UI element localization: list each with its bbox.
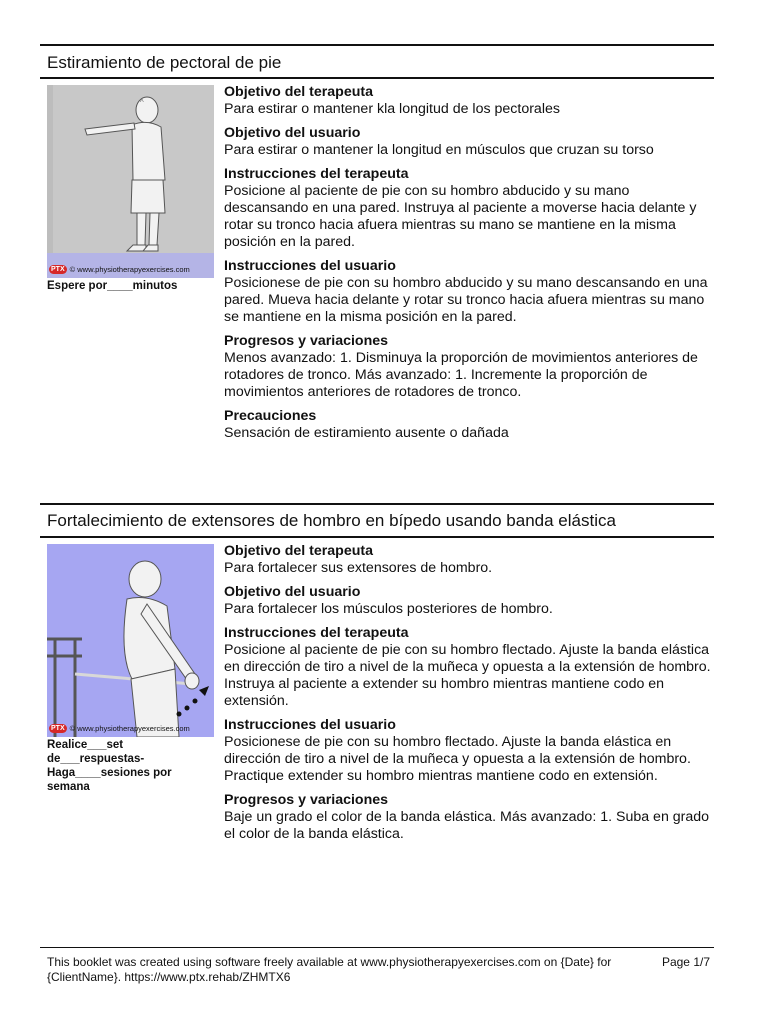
exercise-1-content xyxy=(224,84,714,449)
ptx-logo-icon: PTX xyxy=(51,724,65,732)
exercise-1-top-rule xyxy=(40,44,714,46)
footer-rule xyxy=(40,947,714,948)
section-body: Menos avanzado: 1. Disminuya la proporción de movimientos anteriores de rotadores de tronco. Más avanzado: 1. Incremente la proporción de movimientos anteriores de rotadores de tronco. xyxy=(224,350,698,400)
exercise-2-section xyxy=(224,792,714,843)
footer-text: This booklet was created using software freely available at www.physiotherapyexercises.com on {Date} for {ClientName}. https://www.ptx.rehab/ZHMTX6 xyxy=(47,955,612,984)
section-heading: Instrucciones del usuario xyxy=(224,258,396,274)
section-heading: Objetivo del terapeuta xyxy=(224,84,374,100)
exercise-1-title-rule xyxy=(40,77,714,79)
page-number: Page 1/7 xyxy=(661,955,710,969)
exercise-2-section xyxy=(224,717,714,785)
section-heading: Objetivo del usuario xyxy=(224,584,361,600)
exercise-1-image-caption-bar xyxy=(47,261,214,277)
section-body: Posicione al paciente de pie con su hombro abducido y su mano descansando en una pared. Instruya al paciente a moverse hacia delante y rotar su tronco hacia afuera mientras su mano se mantiene en la misma posición en la pared. xyxy=(224,183,697,250)
exercise-1-title: Estiramiento de pectoral de pie xyxy=(47,53,282,72)
section-body: Sensación de estiramiento ausente o dañada xyxy=(224,425,509,441)
section-body: Para fortalecer sus extensores de hombro. xyxy=(224,560,493,576)
exercise-2-title: Fortalecimiento de extensores de hombro en bípedo usando banda elástica xyxy=(47,511,616,530)
exercise-2-section xyxy=(224,584,714,618)
section-heading: Instrucciones del terapeuta xyxy=(224,625,409,641)
section-heading: Instrucciones del terapeuta xyxy=(224,166,409,182)
exercise-1-section xyxy=(224,125,714,159)
exercise-1-section xyxy=(224,408,714,442)
exercise-2-image-caption: © www.physiotherapyexercises.com xyxy=(69,723,190,733)
exercise-1-section xyxy=(224,166,714,251)
ptx-logo-icon: PTX xyxy=(51,265,65,273)
section-heading: Precauciones xyxy=(224,408,317,424)
exercise-2-image xyxy=(47,544,214,737)
exercise-1-section xyxy=(224,84,714,118)
exercise-2-title-rule xyxy=(40,536,714,538)
section-heading: Instrucciones del usuario xyxy=(224,717,396,733)
exercise-1-section xyxy=(224,333,714,401)
exercise-1-image-caption: © www.physiotherapyexercises.com xyxy=(69,264,190,274)
exercise-2-top-rule xyxy=(40,503,714,505)
section-body: Posicionese de pie con su hombro flectado. Ajuste la banda elástica en dirección de tiro a nivel de la muñeca y opuesta a la extensión de hombro. Practique extender su hombro mientras mantiene codo en extensión. xyxy=(224,734,691,784)
section-heading: Objetivo del terapeuta xyxy=(224,543,374,559)
exercise-1-section xyxy=(224,258,714,326)
section-body: Para fortalecer los músculos posteriores de hombro. xyxy=(224,601,553,617)
exercise-2-wait-text: Realice___set de___respuestas- Haga____sesiones por semana xyxy=(47,739,172,793)
section-heading: Progresos y variaciones xyxy=(224,792,389,808)
section-body: Para estirar o mantener la longitud en músculos que cruzan su torso xyxy=(224,142,654,158)
exercise-2-image-caption-bar xyxy=(47,720,214,736)
exercise-2-content xyxy=(224,543,714,850)
section-body: Para estirar o mantener kla longitud de los pectorales xyxy=(224,101,560,117)
exercise-1-image xyxy=(47,85,214,278)
section-heading: Progresos y variaciones xyxy=(224,333,389,349)
section-body: Baje un grado el color de la banda elástica. Más avanzado: 1. Suba en grado el color de la banda elástica. xyxy=(224,809,710,842)
section-body: Posicionese de pie con su hombro abducido y su mano descansando en una pared. Mueva hacia delante y rotar su tronco hacia afuera mientras su mano se mantiene en la misma posición en la pared. xyxy=(224,275,708,325)
exercise-2-section xyxy=(224,625,714,710)
section-heading: Objetivo del usuario xyxy=(224,125,361,141)
exercise-2-section xyxy=(224,543,714,577)
svg-text:^: ^ xyxy=(140,98,144,107)
exercise-1-wait-text: Espere por____minutos xyxy=(47,280,178,292)
section-body: Posicione al paciente de pie con su hombro flectado. Ajuste la banda elástica en dirección de tiro a nivel de la muñeca y opuesta a la extensión de hombro. Instruya al paciente a extender su hombro mientras mantiene codo en extensión. xyxy=(224,642,711,709)
